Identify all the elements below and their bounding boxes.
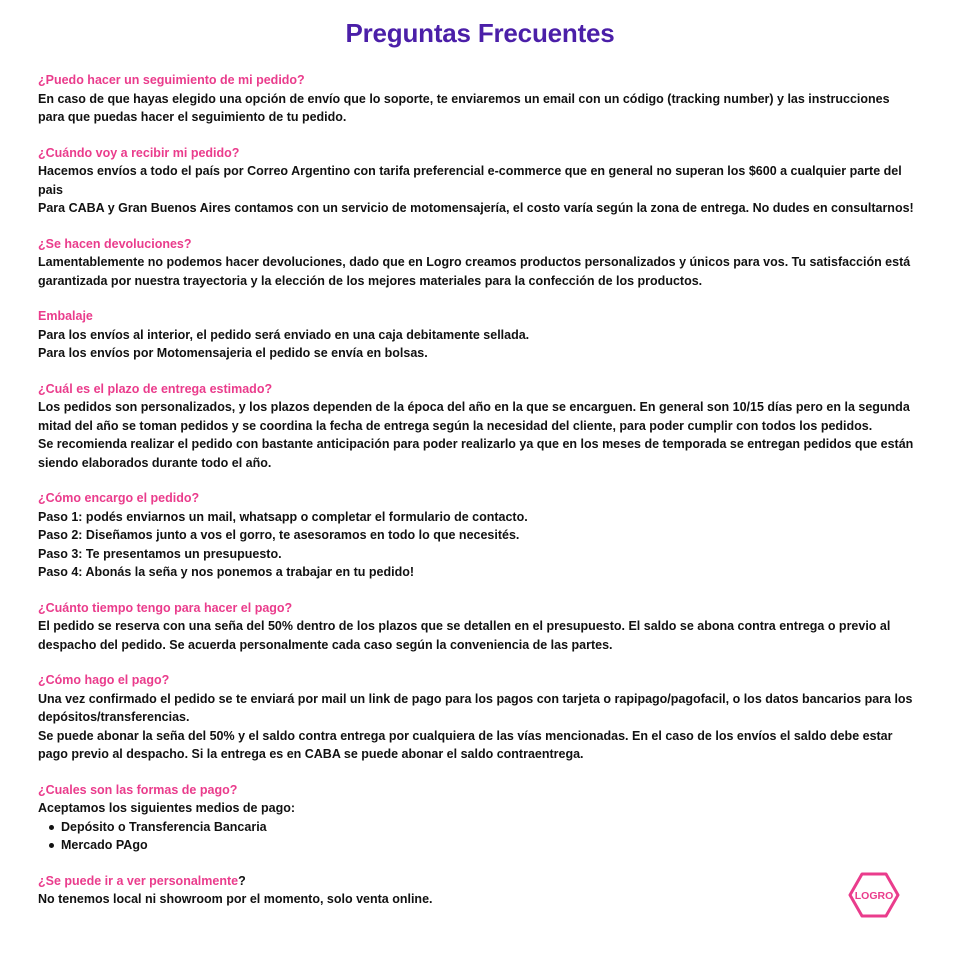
faq-answer-line: Lamentablemente no podemos hacer devoluciones, dado que en Logro creamos productos personalizados y únicos para vos. Tu satisfacción está garantizada por nuestra trayectoria y la elección de los mejores materiales para la confección de los productos. <box>38 255 911 288</box>
faq-question: ¿Cuándo voy a recibir mi pedido? <box>38 145 240 160</box>
faq-answer-line: Hacemos envíos a todo el país por Correo Argentino con tarifa preferencial e-commerce que en general no superan los $600 a cualquier parte del pais <box>38 164 902 197</box>
faq-question: ¿Cuánto tiempo tengo para hacer el pago? <box>38 600 293 615</box>
faq-item-how-to-order <box>38 489 918 582</box>
faq-answer-line: Se recomienda realizar el pedido con bastante anticipación para poder realizarlo ya que en los meses de temporada se entregan pedidos que están siendo elaborados durante todo el año. <box>38 437 914 470</box>
faq-answer-line: Paso 1: podés enviarnos un mail, whatsapp o completar el formulario de contacto. <box>38 509 528 524</box>
faq-answer-line: Para los envíos al interior, el pedido será enviado en una caja debitamente sellada. <box>38 327 530 342</box>
faq-question: ¿Cómo hago el pago? <box>38 673 170 687</box>
faq-question: ¿Se hacen devoluciones? <box>38 236 192 251</box>
faq-question: ¿Puedo hacer un seguimiento de mi pedido? <box>38 73 305 87</box>
faq-answer-line: Para CABA y Gran Buenos Aires contamos con un servicio de motomensajería, el costo varía según la zona de entrega. No dudes en consultarnos! <box>38 201 914 215</box>
faq-item-payment-time <box>38 599 918 655</box>
faq-question: ¿Cuales son las formas de pago? <box>38 782 238 797</box>
faq-item-how-to-pay <box>38 671 918 764</box>
faq-answer-line: Los pedidos son personalizados, y los plazos dependen de la época del año en la que se encarguen. En general son 10/15 días pero en la segunda mitad del año se toman pedidos y se coordina la fecha de entrega según la necesidad del cliente, para poder cumplir con todos los pedidos. <box>38 400 910 433</box>
list-item: Depósito o Transferencia Bancaria <box>48 818 918 837</box>
faq-answer-line: Aceptamos los siguientes medios de pago: <box>38 801 296 815</box>
faq-question-suffix: ? <box>238 873 246 888</box>
faq-question: Embalaje <box>38 309 93 323</box>
faq-answer-line: Una vez confirmado el pedido se te enviará por mail un link de pago para los pagos con tarjeta o rapipago/pagofacil, o los datos bancarios para los depósitos/transferencias. <box>38 691 913 724</box>
faq-item-delivery-estimate <box>38 380 918 473</box>
faq-item-tracking <box>38 71 918 127</box>
faq-question: ¿Cómo encargo el pedido? <box>38 491 200 505</box>
list-item: Mercado PAgo <box>48 836 918 855</box>
faq-question: ¿Cuál es el plazo de entrega estimado? <box>38 381 273 396</box>
logo-hexagon-icon <box>848 872 900 918</box>
faq-item-packaging <box>38 307 918 363</box>
faq-answer-line: Paso 3: Te presentamos un presupuesto. <box>38 546 282 561</box>
logo-text: LOGRO <box>854 890 894 902</box>
faq-answer-line: No tenemos local ni showroom por el momento, solo venta online. <box>38 892 433 906</box>
faq-answer-line: El pedido se reserva con una seña del 50% dentro de los plazos que se detallen en el presupuesto. El saldo se abona contra entrega o previo al despacho del pedido. Se acuerda personalmente cada caso según la conveniencia de las partes. <box>38 619 891 652</box>
faq-answer-line: En caso de que hayas elegido una opción de envío que lo soporte, te enviaremos un email con un código (tracking number) y las instrucciones para que puedas hacer el seguimiento de tu pedido. <box>38 91 890 124</box>
faq-question-text: ¿Se puede ir a ver personalmente <box>38 873 239 888</box>
logro-logo <box>848 872 900 918</box>
faq-question <box>38 872 918 891</box>
faq-item-payment-methods <box>38 781 918 855</box>
faq-list <box>38 71 918 926</box>
faq-item-returns <box>38 235 918 291</box>
faq-answer-line: Para los envíos por Motomensajeria el pedido se envía en bolsas. <box>38 346 428 360</box>
faq-item-visit <box>38 872 918 909</box>
payment-methods-list <box>38 818 918 855</box>
faq-item-delivery-time <box>38 144 918 218</box>
faq-answer-line: Paso 2: Diseñamos junto a vos el gorro, te asesoramos en todo lo que necesités. <box>38 528 520 542</box>
page-title: Preguntas Frecuentes <box>345 18 615 48</box>
faq-answer-line: Se puede abonar la seña del 50% y el saldo contra entrega por cualquiera de las vías mencionadas. En el caso de los envíos el saldo debe estar pago previo al despacho. Si la entrega es en CABA se puede abonar el saldo contraentrega. <box>38 728 893 761</box>
faq-answer-line: Paso 4: Abonás la seña y nos ponemos a trabajar en tu pedido! <box>38 565 415 579</box>
